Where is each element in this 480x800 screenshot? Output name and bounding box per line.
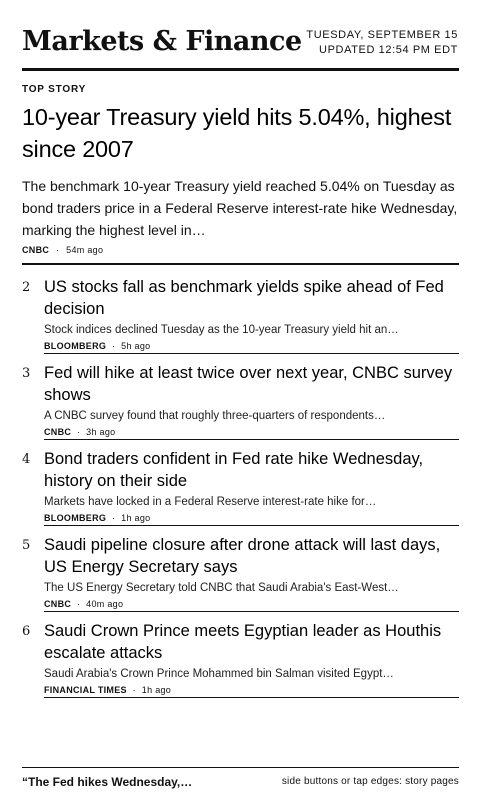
masthead-rule — [22, 68, 459, 71]
story-item[interactable] — [22, 354, 459, 440]
story-source: CNBC — [44, 599, 72, 609]
story-number: 5 — [22, 538, 31, 553]
story-item[interactable] — [22, 440, 459, 526]
story-byline — [44, 427, 459, 437]
story-source: CNBC — [44, 427, 72, 437]
date-label: TUESDAY, SEPTEMBER 15 — [306, 29, 458, 41]
top-story-time: 54m ago — [66, 245, 104, 255]
story-summary: A CNBC survey found that roughly three-quarters of respondents… — [44, 410, 386, 422]
story-item[interactable] — [22, 526, 459, 612]
story-time: 1h ago — [121, 513, 151, 523]
story-byline — [44, 513, 459, 523]
byline-separator: · — [77, 599, 81, 609]
story-time: 5h ago — [121, 341, 151, 351]
story-byline — [44, 341, 459, 351]
story-time: 40m ago — [86, 599, 124, 609]
story-divider — [44, 697, 459, 698]
top-story-headline[interactable]: 10-year Treasury yield hits 5.04%, highest since 2007 — [22, 104, 452, 162]
brand-title: Markets & Finance — [22, 26, 302, 57]
byline-separator: · — [112, 341, 116, 351]
story-summary: Stock indices declined Tuesday as the 10-year Treasury yield hit an… — [44, 324, 399, 336]
footer-rule — [22, 767, 459, 768]
navigation-hint: side buttons or tap edges: story pages — [281, 776, 459, 787]
story-time: 3h ago — [86, 427, 116, 437]
story-number: 3 — [22, 366, 31, 381]
story-source: BLOOMBERG — [44, 513, 107, 523]
byline-separator: · — [132, 685, 136, 695]
story-summary: Markets have locked in a Federal Reserve interest-rate hike for… — [44, 496, 377, 508]
updated-label: UPDATED 12:54 PM EDT — [319, 44, 458, 56]
story-summary: The US Energy Secretary told CNBC that Saudi Arabia's East-West… — [44, 582, 399, 594]
story-item[interactable] — [22, 612, 459, 698]
byline-separator: · — [112, 513, 116, 523]
story-headline[interactable]: Bond traders confident in Fed rate hike Wednesday, history on their side — [44, 450, 424, 490]
story-item[interactable] — [22, 268, 459, 354]
top-story-summary: The benchmark 10-year Treasury yield reached 5.04% on Tuesday as bond traders price in a Federal Reserve interest-rate hike Wednesday, marking the highest level in… — [22, 178, 458, 238]
story-byline — [44, 685, 459, 695]
top-story-byline — [22, 245, 459, 255]
footer — [22, 775, 459, 793]
story-number: 4 — [22, 452, 31, 467]
story-headline[interactable]: Fed will hike at least twice over next year, CNBC survey shows — [44, 364, 453, 404]
byline-separator: · — [56, 245, 60, 255]
byline-separator: · — [77, 427, 81, 437]
story-headline[interactable]: US stocks fall as benchmark yields spike ahead of Fed decision — [44, 278, 444, 318]
top-story-kicker: TOP STORY — [22, 84, 87, 95]
story-byline — [44, 599, 459, 609]
top-story[interactable] — [22, 84, 459, 255]
story-headline[interactable]: Saudi pipeline closure after drone attack will last days, US Energy Secretary says — [44, 536, 441, 576]
pull-quote[interactable]: “The Fed hikes Wednesday,… — [22, 775, 193, 789]
story-source: BLOOMBERG — [44, 341, 107, 351]
top-story-rule — [22, 263, 459, 265]
dateline — [306, 28, 458, 58]
story-number: 2 — [22, 280, 31, 295]
story-source: FINANCIAL TIMES — [44, 685, 127, 695]
story-number: 6 — [22, 624, 31, 639]
story-headline[interactable]: Saudi Crown Prince meets Egyptian leader as Houthis escalate attacks — [44, 622, 442, 662]
story-time: 1h ago — [141, 685, 172, 695]
story-summary: Saudi Arabia's Crown Prince Mohammed bin Salman visited Egypt… — [44, 668, 394, 680]
top-story-source: CNBC — [22, 245, 50, 255]
masthead — [22, 18, 460, 68]
